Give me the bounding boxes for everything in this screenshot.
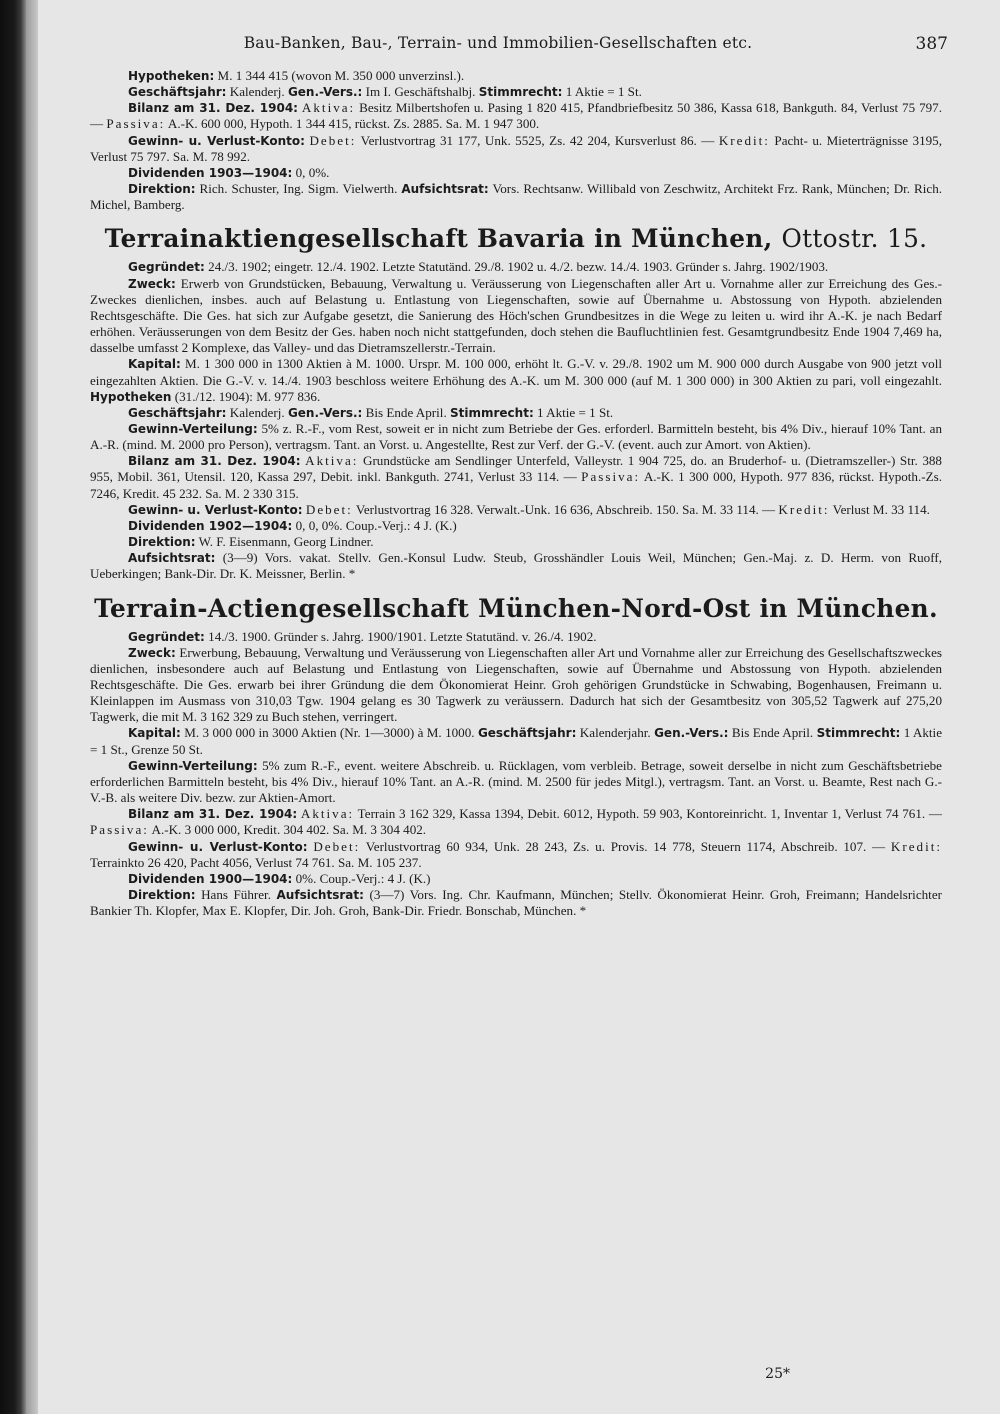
book-page <box>38 0 1000 1414</box>
direktion-paragraph: Direktion: Hans Führer. Aufsichtsrat: (3—7) Vors. Ing. Chr. Kaufmann, München; Stellv. Ökonomierat Heinr. Groh, Freimann; Handelsrichter Bankier Th. Klopfer, Max E. Klopfer, Dir. Joh. Groh, Bank-Dir. Friedr. Bonschab, München. * <box>90 887 942 919</box>
gewinnverteilung-paragraph: Gewinn-Verteilung: 5% z. R.-F., vom Rest, soweit er in nicht zum Betriebe der Ges. erforderl. Barmitteln besteht, bis 4% Div., hierauf 10% Tant. an A.-R. (mind. M. 2000 pro Person), vertragsm. Tant. an Vorst. u. Angestellte, Rest zur Verf. der G.-V. (event. auch zur Amort. von Aktien). <box>90 420 943 453</box>
entry-bavaria <box>90 223 942 582</box>
entry-end-mark: * <box>348 566 356 582</box>
guv-paragraph: Gewinn- u. Verlust-Konto: Debet: Verlustvortrag 60 934, Unk. 28 243, Zs. u. Provis. 14 778, Steuern 1174, Abschreib. 107. — Kredit: Terrainkto 26 420, Pacht 4056, Verlust 74 761. Sa. M. 105 237. <box>90 838 942 870</box>
page-content <box>90 68 942 919</box>
direktion-paragraph: Direktion: W. F. Eisenmann, Georg Lindner. <box>128 534 374 550</box>
gegruendet-paragraph: Gegründet: 14./3. 1900. Gründer s. Jahrg. 1900/1901. Letzte Statutänd. v. 26./4. 1902. <box>128 628 597 644</box>
bilanz-paragraph: Bilanz am 31. Dez. 1904: Aktiva: Terrain 3 162 329, Kassa 1394, Debit. 6012, Hypoth. 59 903, Kontoreinricht. 1, Inventar 1, Verlust 74 761. — Passiva: A.-K. 3 000 000, Kredit. 304 402. Sa. M. 3 304 402. <box>90 806 942 838</box>
signature-mark: 25* <box>765 1366 790 1382</box>
book-binding-shadow <box>0 0 26 1414</box>
dividenden-paragraph: Dividenden 1903—1904: 0, 0%. <box>128 164 330 180</box>
gewinnverteilung-paragraph: Gewinn-Verteilung: 5% zum R.-F., event. weitere Abschreib. u. Rücklagen, vom verbleib. Betrage, soweit derselbe in nicht zum Geschäftsbetriebe erforderlichen Barmitteln besteht, bis 4% Div., hierauf 10% Tant. an A.-R. (mind. M. 2500 für jedes Mitgl.), vertragsm. Tant. an Vorst. u. Beamte, Rest nach G.-V.-B. als weitere Div. bezw. zur Aktien-Amort. <box>90 757 942 806</box>
dividenden-paragraph: Dividenden 1902—1904: 0, 0, 0%. Coup.-Verj.: 4 J. (K.) <box>128 517 457 533</box>
direktion-paragraph: Direktion: Rich. Schuster, Ing. Sigm. Vielwerth. Aufsichtsrat: Vors. Rechtsanw. Willibald von Zeschwitz, Architekt Frz. Rank, München; Dr. Rich. Michel, Bamberg. <box>90 181 943 213</box>
zweck-paragraph: Zweck: Erwerb von Grundstücken, Bebauung, Verwaltung u. Veräusserung von Liegenschaften aller Art u. Vornahme aller zur Erreichung des Ges.-Zweckes dienlichen, insbes. auch auf Belastung u. Entlastung von Liegenschaften, sowie auf Übernahme u. Abstossung von Hypoth. abzielenden Rechtsgeschäfte. Die Ges. hat sich zur Aufgabe gesetzt, die Sanierung des Höch'schen Grundbesitzes in die Wege zu leiten u. wird ihr A.-K. je nach Bedarf erhöhen. Veräusserungen von dem Besitz der Ges. haben noch nicht stattgefunden, doch stehen die Baufluchtlinien fest. Gesamtgrundbesitz Ende 1904 7,469 ha, dasselbe umfasst 2 Komplexe, das Valley- und das Dietramszellerstr.-Terrain. <box>90 275 942 356</box>
geschaeftsjahr-paragraph: Geschäftsjahr: Kalenderj. Gen.-Vers.: Bis Ende April. Stimmrecht: 1 Aktie = 1 St. <box>128 404 614 420</box>
bilanz-paragraph: Bilanz am 31. Dez. 1904: Aktiva: Besitz Milbertshofen u. Pasing 1 820 415, Pfandbriefbesitz 50 386, Kassa 618, Bankguth. 84, Verlust 75 797. — Passiva: A.-K. 600 000, Hypoth. 1 344 415, rückst. Zs. 2885. Sa. M. 1 947 300. <box>90 100 942 132</box>
hypotheken-paragraph: Hypotheken: M. 1 344 415 (wovon M. 350 000 unverzinsl.). <box>128 68 465 83</box>
company-title-bavaria: Terrainaktiengesellschaft Bavaria in München, Ottostr. 15. <box>104 224 928 254</box>
running-title: Bau-Banken, Bau-, Terrain- und Immobilien-Gesellschaften etc. <box>243 34 753 52</box>
company-title-nordost: Terrain-Actiengesellschaft München-Nord-Ost in München. <box>94 593 938 623</box>
guv-paragraph: Gewinn- u. Verlust-Konto: Debet: Verlustvortrag 31 177, Unk. 5525, Zs. 42 204, Kursverlust 86. — Kredit: Pacht- u. Mieterträgnisse 3195, Verlust 75 797. Sa. M. 78 992. <box>90 132 942 164</box>
company-address: Ottostr. 15. <box>781 224 928 254</box>
page-number: 387 <box>915 34 948 54</box>
zweck-paragraph: Zweck: Erwerbung, Bebauung, Verwaltung und Veräusserung von Liegenschaften aller Art und Vornahme aller zur Erreichung des Gesellschaftszweckes dienlichen, insbesondere auch auf Belastung und Entlastung von Liegenschaften, sowie auf Übernahme und Abstossung von Hypoth. abzielenden Rechtsgeschäfte. Die Ges. erwarb bei ihrer Gründung die dem Ökonomierat Heinr. Groh gehörigen Grundstücke in Schwabing, Bogenhausen, Freimann u. Kleinlappen im Ausmass von 310,03 Tgw. 1904 gelang es 30 Tagwerk zu veräussern. Dadurch hat sich der Gesamtbesitz von 305,52 Tagwerk auf 275,20 Tagwerk, die mit M. 3 162 329 zu Buch stehen, verringert. <box>90 644 942 725</box>
entry-continuation <box>90 68 942 213</box>
running-head <box>128 34 948 58</box>
entry-nordost <box>90 593 942 920</box>
page-gutter <box>26 0 38 1414</box>
gegruendet-paragraph: Gegründet: 24./3. 1902; eingetr. 12./4. 1902. Letzte Statutänd. 29./8. 1902 u. 4./2. bezw. 14./4. 1903. Gründer s. Jahrg. 1902/1903. <box>128 259 829 275</box>
bilanz-paragraph: Bilanz am 31. Dez. 1904: Aktiva: Grundstücke am Sendlinger Unterfeld, Valleystr. 1 904 725, do. an Bruderhof- u. (Dietramszeller-) Str. 388 955, Mobil. 361, Utensil. 120, Kassa 297, Debit. inkl. Bankguth. 2741, Verlust 33 114. — Passiva: A.-K. 1 300 000, Hypoth. 977 836, rückst. Hypoth.-Zs. 7246, Kredit. 45 232. Sa. M. 2 330 315. <box>90 453 942 501</box>
entry-end-mark: * <box>579 903 587 919</box>
kapital-paragraph: Kapital: M. 1 300 000 in 1300 Aktien à M. 1000. Urspr. M. 100 000, erhöht lt. G.-V. v. 29./8. 1902 um M. 900 000 durch Ausgabe von 900 jetzt voll eingezahlten Aktien. Die G.-V. v. 14./4. 1903 beschloss weitere Erhöhung des A.-K. um M. 300 000 (auf M. 1 300 000) in 300 Aktien zu pari, voll eingezahlt. Hypotheken (31./12. 1904): M. 977 836. <box>90 356 942 404</box>
guv-paragraph: Gewinn- u. Verlust-Konto: Debet: Verlustvortrag 16 328. Verwalt.-Unk. 16 636, Abschreib. 150. Sa. M. 33 114. — Kredit: Verlust M. 33 114. <box>128 501 930 517</box>
geschaeftsjahr-paragraph: Geschäftsjahr: Kalenderj. Gen.-Vers.: Im I. Geschäftshalbj. Stimmrecht: 1 Aktie = 1 St. <box>128 84 642 100</box>
dividenden-paragraph: Dividenden 1900—1904: 0%. Coup.-Verj.: 4 J. (K.) <box>128 870 431 886</box>
kapital-paragraph: Kapital: M. 3 000 000 in 3000 Aktien (Nr. 1—3000) à M. 1000. Geschäftsjahr: Kalenderjahr. Gen.-Vers.: Bis Ende April. Stimmrecht: 1 Aktie = 1 St., Grenze 50 St. <box>90 725 943 757</box>
aufsichtsrat-paragraph: Aufsichtsrat: (3—9) Vors. vakat. Stellv. Gen.-Konsul Ludw. Steub, Grosshändler Louis Weil, München; Gen.-Maj. z. D. Herm. von Ruoff, Ueberkingen; Bank-Dir. Dr. K. Meissner, Berlin. * <box>90 550 942 582</box>
